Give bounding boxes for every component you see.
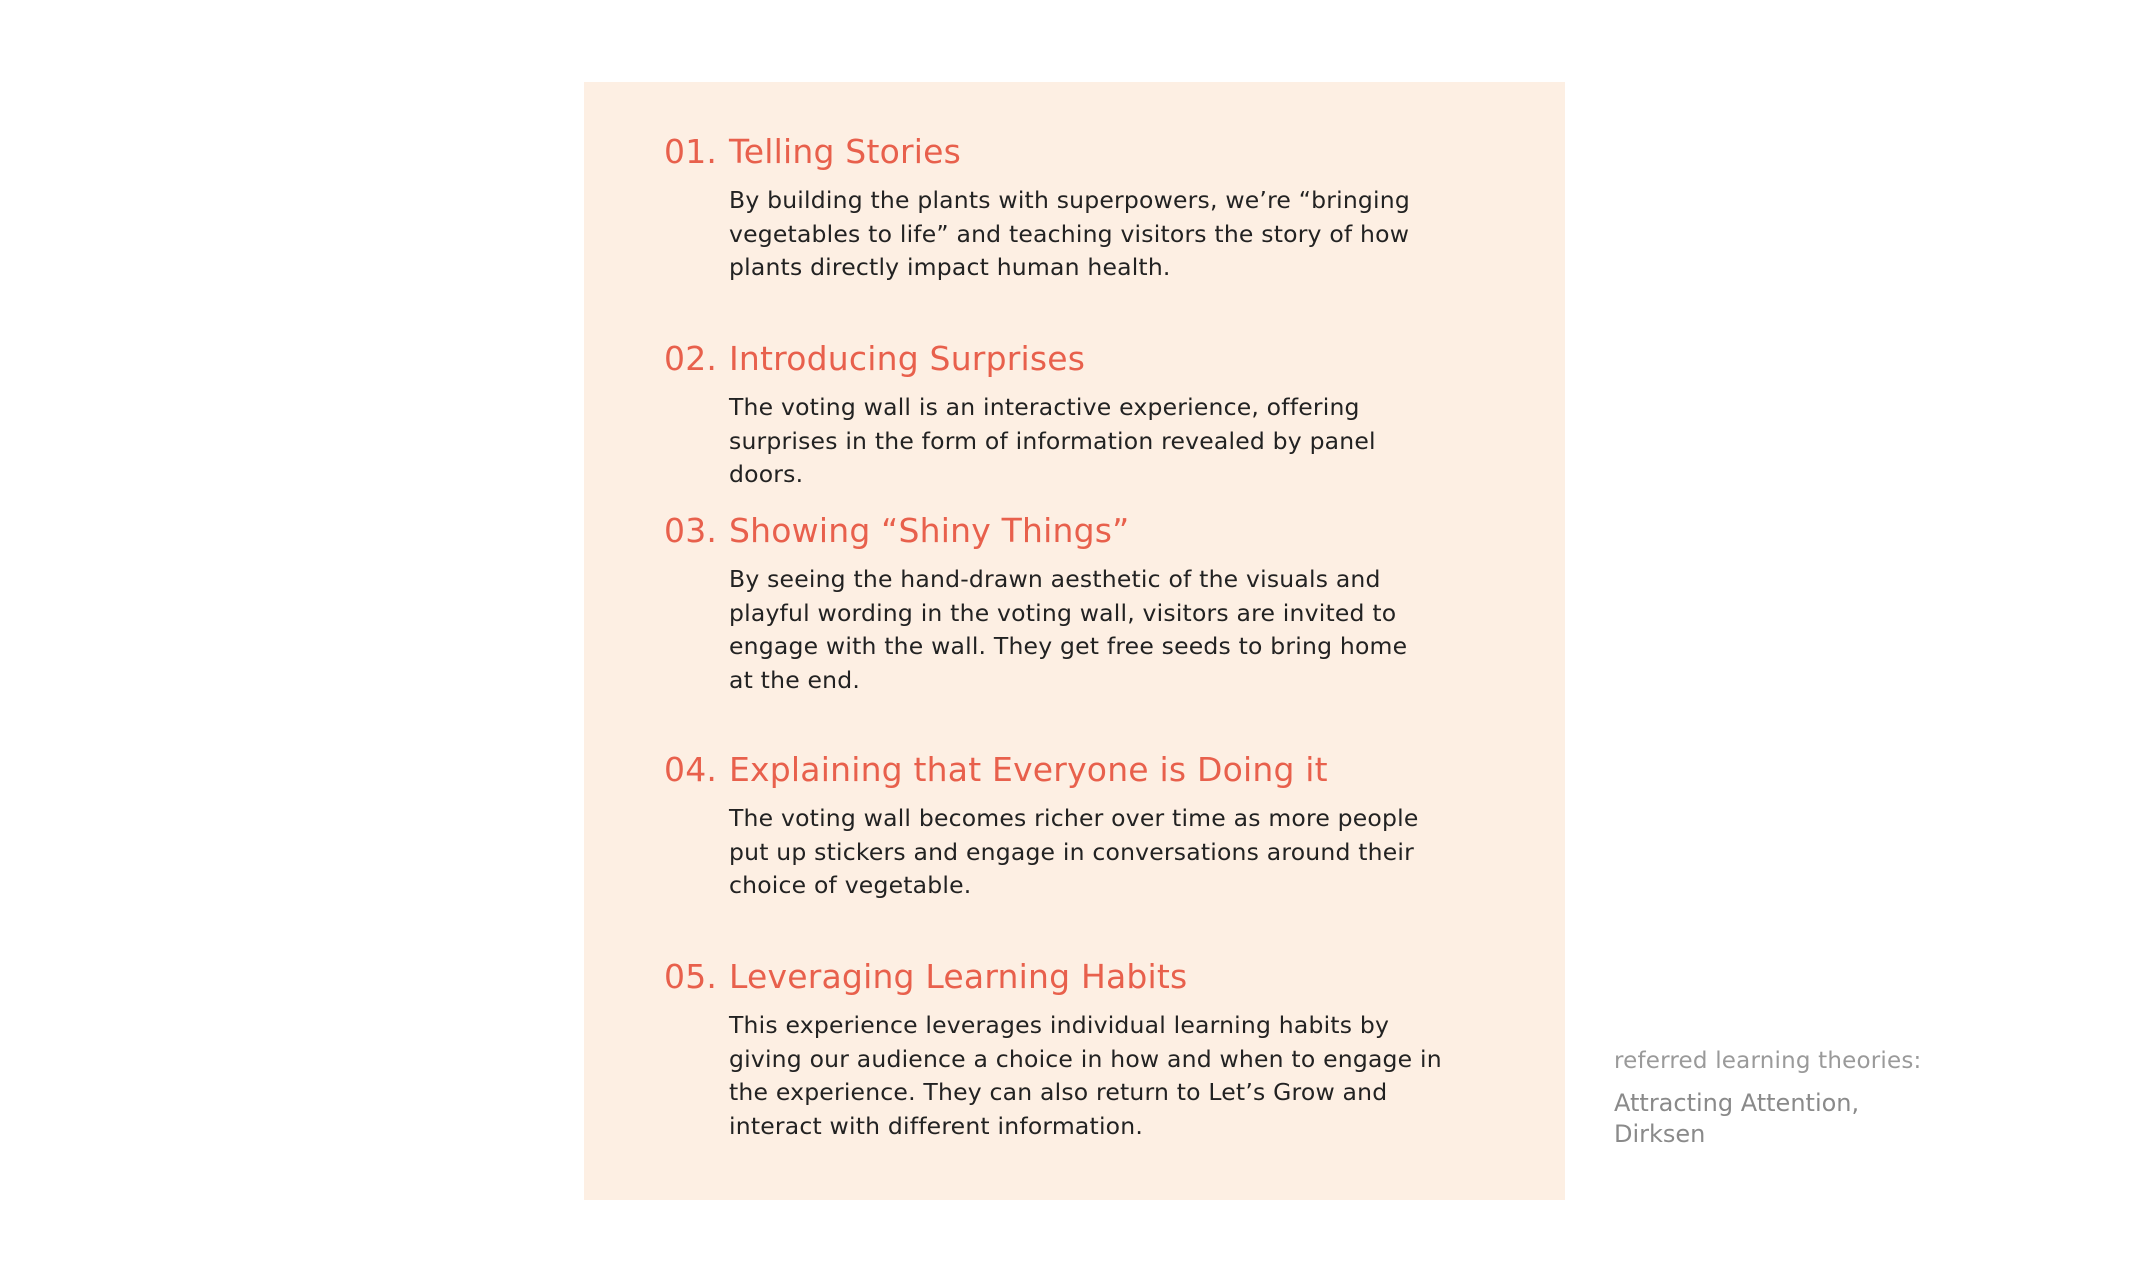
reference-line: Attracting Attention, bbox=[1614, 1089, 1860, 1117]
item-number: 02. bbox=[664, 339, 718, 378]
item-heading bbox=[664, 511, 1444, 551]
item-title: Introducing Surprises bbox=[729, 339, 1086, 378]
item-heading bbox=[664, 132, 1444, 172]
list-item bbox=[664, 750, 1444, 903]
side-note-label: referred learning theories: bbox=[1614, 1048, 1922, 1074]
item-description: By building the plants with superpowers, we’re “bringing vegetables to life” and teaching visitors the story of how plants directly impact human health. bbox=[729, 186, 1410, 281]
item-title: Explaining that Everyone is Doing it bbox=[729, 750, 1328, 789]
item-heading bbox=[664, 339, 1444, 379]
list-item bbox=[664, 132, 1444, 285]
item-description: The voting wall is an interactive experience, offering surprises in the form of information revealed by panel doors. bbox=[729, 393, 1376, 488]
learning-theories-note bbox=[1614, 1046, 1944, 1150]
item-title: Telling Stories bbox=[729, 132, 962, 171]
item-heading bbox=[664, 750, 1444, 790]
item-description: This experience leverages individual learning habits by giving our audience a choice in how and when to engage in the experience. They can also return to Let’s Grow and interact with different information. bbox=[729, 1011, 1442, 1140]
item-number: 04. bbox=[664, 750, 718, 789]
list-item bbox=[664, 957, 1444, 1143]
item-title: Leveraging Learning Habits bbox=[729, 957, 1188, 996]
item-description: By seeing the hand-drawn aesthetic of the visuals and playful wording in the voting wall, visitors are invited to engage with the wall. They get free seeds to bring home at the end. bbox=[729, 565, 1408, 694]
item-heading bbox=[664, 957, 1444, 997]
reference-line: Dirksen bbox=[1614, 1120, 1706, 1148]
item-description: The voting wall becomes richer over time as more people put up stickers and engage in conversations around their choice of vegetable. bbox=[729, 804, 1419, 899]
item-title: Showing “Shiny Things” bbox=[729, 511, 1130, 550]
item-number: 03. bbox=[664, 511, 718, 550]
side-note-references bbox=[1614, 1088, 1944, 1150]
item-number: 05. bbox=[664, 957, 718, 996]
list-item bbox=[664, 511, 1444, 697]
item-number: 01. bbox=[664, 132, 718, 171]
content-panel bbox=[584, 82, 1565, 1200]
list-item bbox=[664, 339, 1444, 492]
